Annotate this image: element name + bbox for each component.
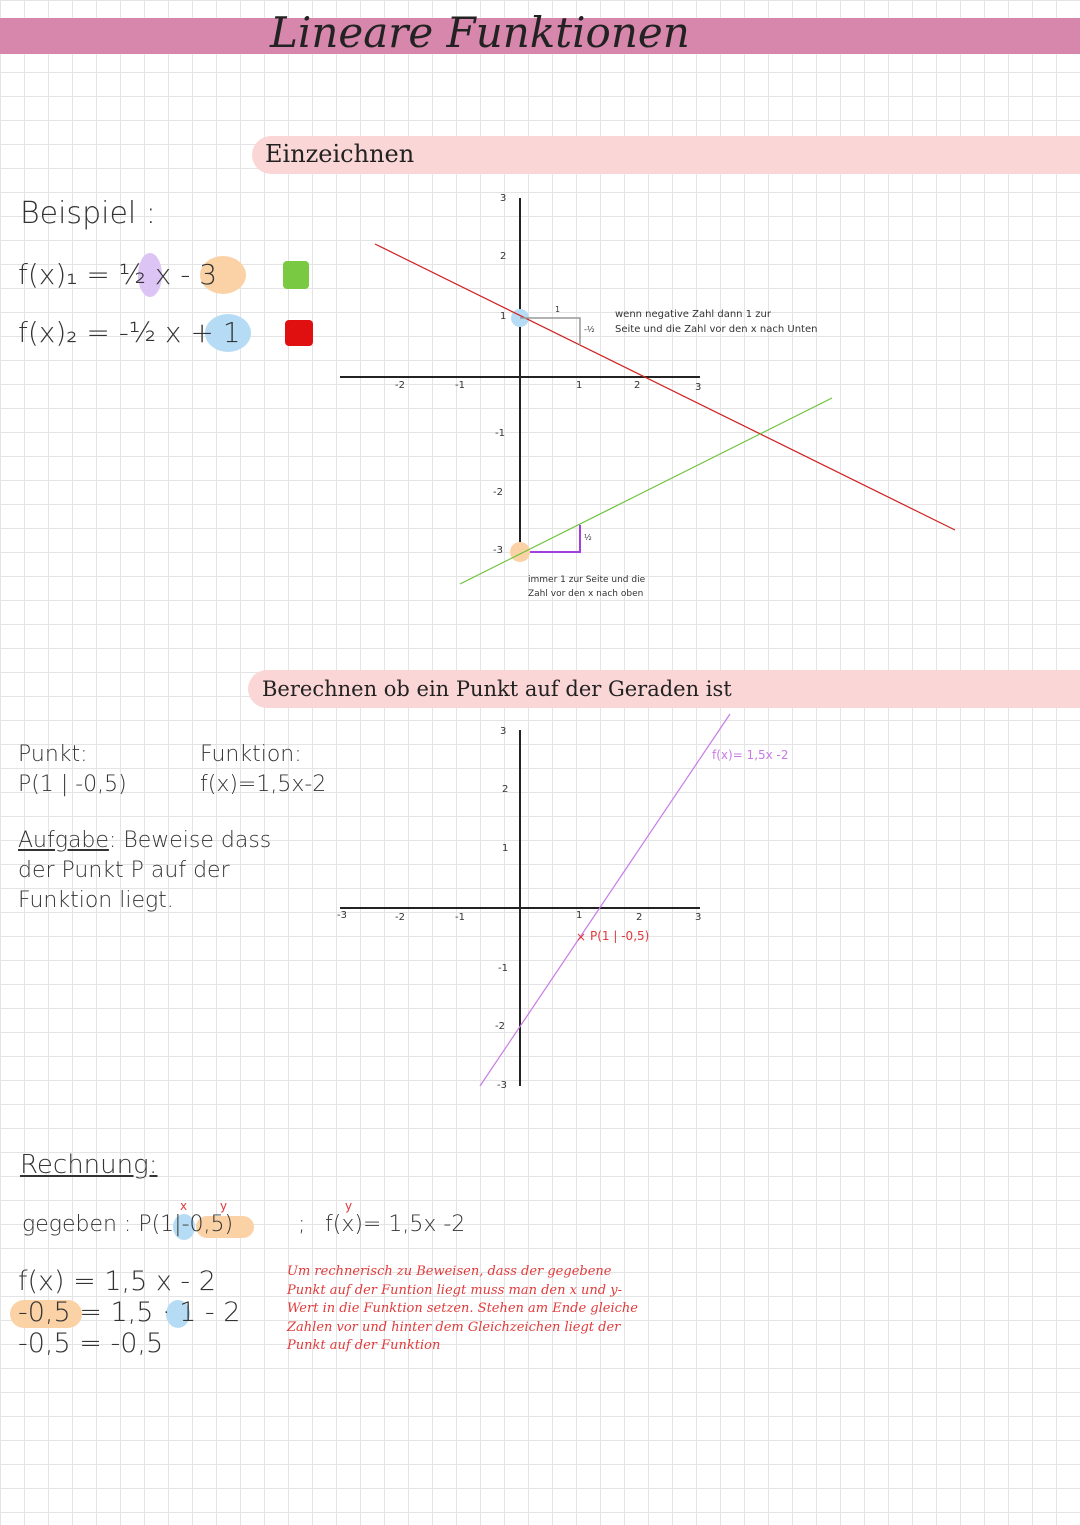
aufgabe: Aufgabe: Beweise dass der Punkt P auf der Funktion liegt. — [18, 828, 272, 913]
point-label: P(1 | -0,5) — [590, 929, 650, 943]
tick-label: -3 — [497, 1080, 507, 1091]
intercept-dot — [510, 542, 530, 562]
tick-label: 1 — [576, 380, 583, 391]
tick-label: 3 — [695, 382, 702, 393]
tick-label: 2 — [502, 784, 509, 795]
tick-label: 1 — [500, 311, 507, 322]
punkt-value: P(1 | -0,5) — [18, 772, 127, 797]
function-1: f(x)₁ = ½ x - 3 — [18, 258, 218, 291]
funktion-value: f(x)=1,5x-2 — [200, 772, 327, 797]
tick-label: -3 — [337, 910, 347, 921]
funktion-label: Funktion: — [200, 742, 302, 767]
note-negative: wenn negative Zahl dann 1 zur Seite und die Zahl vor den x nach Unten — [615, 309, 818, 335]
tick-label: -1 — [455, 912, 465, 923]
note-positive: immer 1 zur Seite und die Zahl vor den x nach oben — [528, 575, 646, 599]
tick-label: -1 — [498, 963, 508, 974]
graph-label: f(x)= 1,5x -2 — [712, 748, 789, 762]
tick-label: -1 — [455, 380, 465, 391]
function-2: f(x)₂ = -½ x + 1 — [18, 316, 241, 349]
slope-run: 1 — [555, 305, 561, 314]
punkt-label: Punkt: — [18, 742, 88, 767]
green-line — [460, 398, 832, 584]
beispiel-label: Beispiel : — [20, 196, 156, 231]
section-heading: Berechnen ob ein Punkt auf der Geraden ist — [262, 677, 732, 701]
given-function: f(x)= 1,5x -2 — [325, 1212, 466, 1237]
tick-label: -2 — [395, 380, 405, 391]
tick-label: -3 — [493, 545, 503, 556]
tick-label: 1 — [576, 910, 583, 921]
tick-label: 2 — [500, 251, 507, 262]
tick-label: -2 — [395, 912, 405, 923]
tick-label: 1 — [502, 843, 509, 854]
page-title: Lineare Funktionen — [270, 8, 690, 57]
tick-label: 3 — [500, 726, 507, 737]
explanation: Um rechnerisch zu Beweisen, dass der gegebene Punkt auf der Funtion liegt muss man den x und y-Wert in die Funktion setzen. Stehen am Ende gleiche Zahlen vor und hinter dem Gleichzeichen liegt der Punkt auf der Funktion — [287, 1264, 638, 1353]
rechnung-label: Rechnung: — [20, 1150, 158, 1180]
slope-rise: -½ — [584, 325, 595, 334]
tick-label: 3 — [695, 912, 702, 923]
tick-label: 3 — [500, 193, 507, 204]
calculation: f(x) = 1,5 x - 2 -0,5 = 1,5 · 1 - 2 -0,5 = -0,5 — [18, 1266, 241, 1359]
section-heading: Einzeichnen — [265, 140, 415, 168]
y-mark: y — [220, 1199, 228, 1213]
tick-label: -1 — [495, 428, 505, 439]
tick-label: 2 — [634, 380, 641, 391]
gegeben: gegeben : P(1|-0,5) — [22, 1212, 234, 1237]
tick-label: -2 — [495, 1021, 505, 1032]
tick-label: -2 — [493, 487, 503, 498]
slope-triangle — [530, 525, 580, 552]
separator: ; — [298, 1212, 306, 1237]
x-mark: x — [180, 1199, 188, 1213]
y-mark: y — [345, 1199, 353, 1213]
tick-label: 2 — [636, 912, 643, 923]
slope-rise: ½ — [584, 533, 592, 542]
point-mark: × — [576, 930, 587, 944]
purple-line — [480, 714, 730, 1086]
